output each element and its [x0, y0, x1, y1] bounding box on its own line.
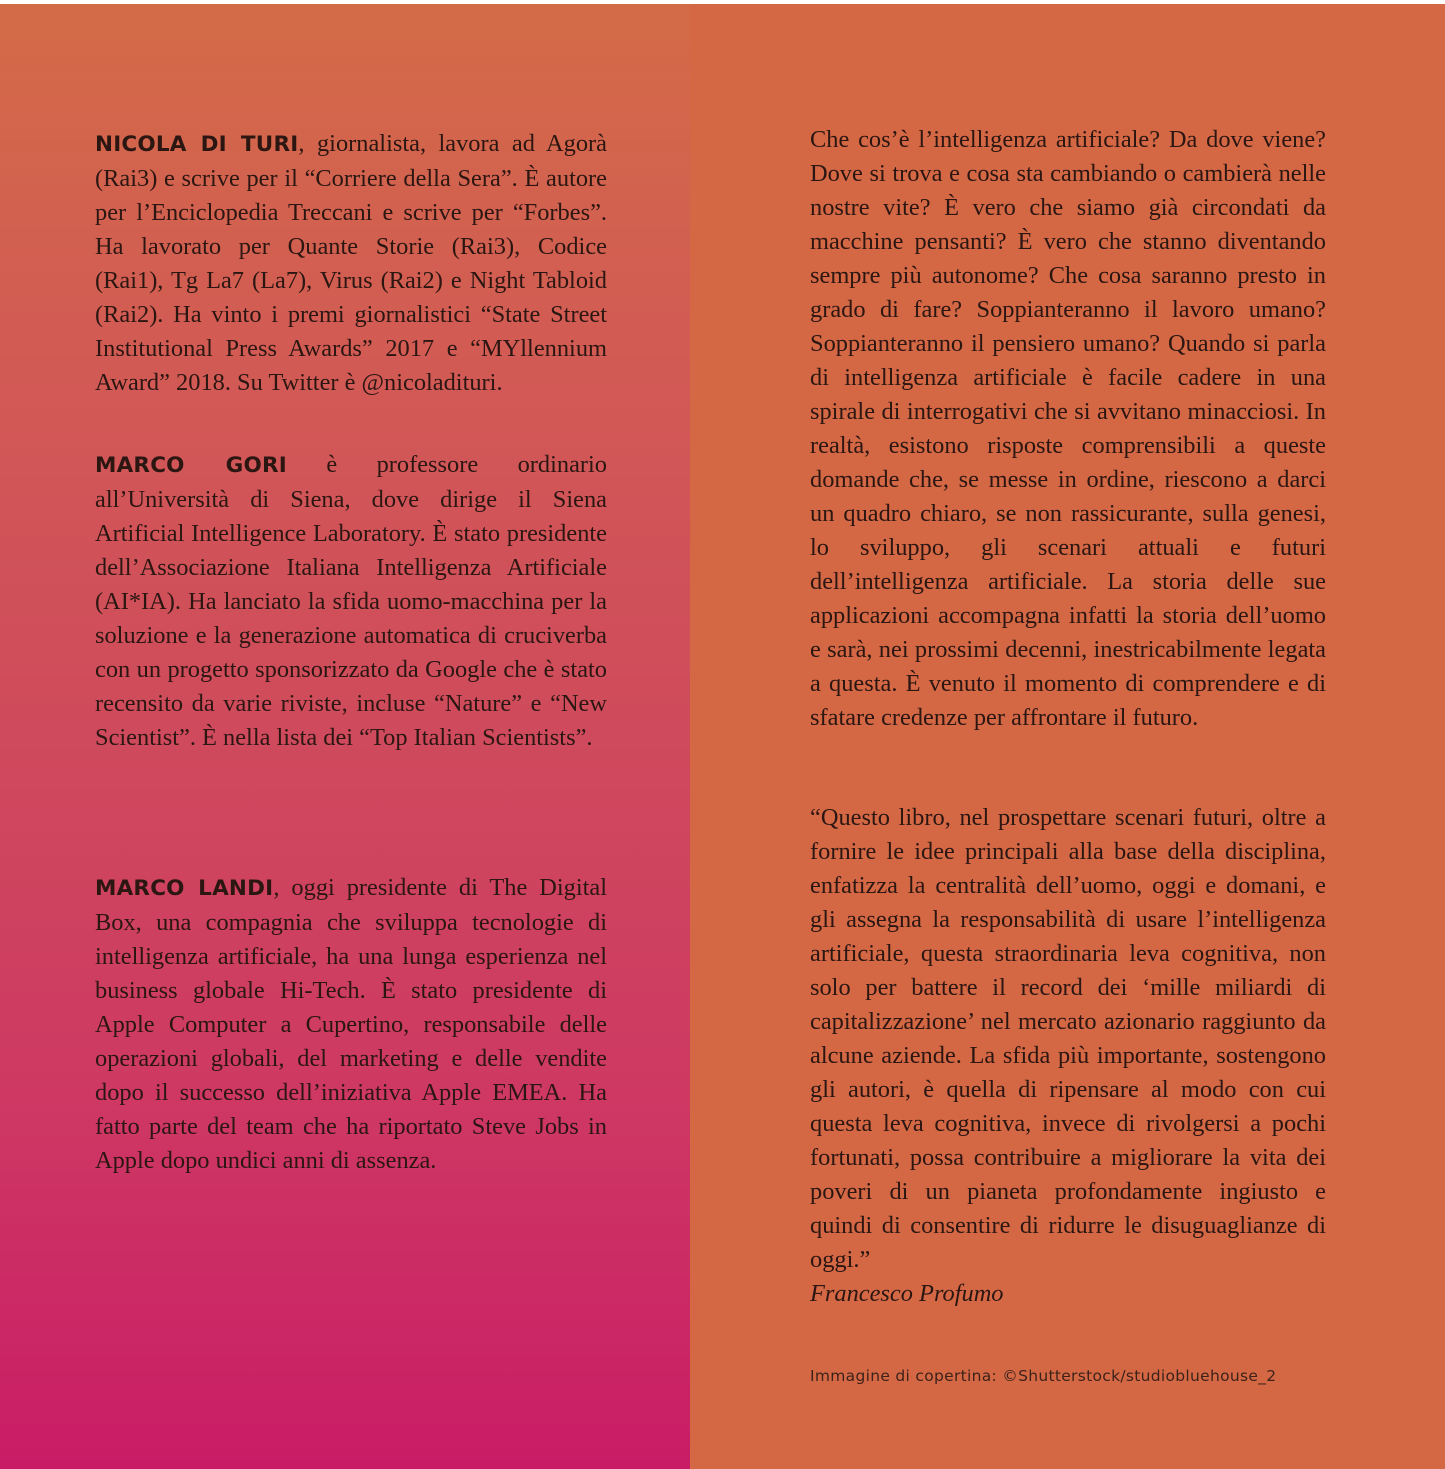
author-bio-nicola-di-turi	[95, 127, 607, 400]
author-bio-text: , giornalista, lavora ad Agorà (Rai3) e scrive per il “Corriere della Sera”. È autore per l’Enciclopedia Treccani e scrive per “Forbes”. Ha lavorato per Quante Storie (Rai3), Codice (Rai1), Tg La7 (La7), Virus (Rai2) e Night Tabloid (Rai2). Ha vinto i premi giornalistici “State Street Institutional Press Awards” 2017 e “MYllennium Award” 2018. Su Twitter è @nicoladituri.	[95, 130, 607, 396]
author-bio-marco-landi	[95, 871, 607, 1178]
quote-text: “Questo libro, nel prospettare scenari futuri, oltre a fornire le idee principali alla base della disciplina, enfatizza la centralità dell’uomo, oggi e domani, e gli assegna la responsabilità di usare l’intelligenza artificiale, questa straordinaria leva cognitiva, non solo per battere il record dei ‘mille miliardi di capitalizzazione’ nel mercato azionario raggiunto da alcune aziende. La sfida più importante, sostengono gli autori, è quella di ripensare al modo con cui questa leva cognitiva, invece di rivolgersi a pochi fortunati, possa contribuire a migliorare la vita dei poveri di un pianeta profondamente ingiusto e quindi di consentire di ridurre le disuguaglianze di oggi.”	[810, 804, 1326, 1273]
author-bio-marco-gori	[95, 448, 607, 755]
book-cover-spread	[0, 4, 1445, 1469]
author-name: MARCO LANDI	[95, 876, 274, 901]
back-cover-blurb	[690, 4, 1445, 1469]
cover-image-credit: Immagine di copertina: ©Shutterstock/studiobluehouse_2	[810, 1367, 1277, 1385]
book-description: Che cos’è l’intelligenza artificiale? Da dove viene? Dove si trova e cosa sta cambiando o cambierà nelle nostre vite? È vero che siamo già circondati da macchine pensanti? È vero che stanno diventando sempre più autonome? Che cosa saranno presto in grado di fare? Soppianteranno il lavoro umano? Soppianteranno il pensiero umano? Quando si parla di intelligenza artificiale è facile cadere in una spirale di interrogativi che si avvitano minacciosi. In realtà, esistono risposte comprensibili a queste domande che, se messe in ordine, riescono a darci un quadro chiaro, se non rassicurante, sulla genesi, lo sviluppo, gli scenari attuali e futuri dell’intelligenza artificiale. La storia delle sue applicazioni accompagna infatti la storia dell’uomo e sarà, nei prossimi decenni, inestricabilmente legata a questa. È venuto il momento di comprendere e di sfatare credenze per affrontare il futuro.	[810, 126, 1326, 731]
author-name: MARCO GORI	[95, 453, 287, 478]
author-bio-text: è professore ordinario all’Università di Siena, dove dirige il Siena Artificial Intelligence Laboratory. È stato presidente dell’Associazione Italiana Intelligenza Artificiale (AI*IA). Ha lanciato la sfida uomo-macchina per la soluzione e la generazione automatica di cruciverba con un progetto sponsorizzato da Google che è stato recensito da varie riviste, incluse “Nature” e “New Scientist”. È nella lista dei “Top Italian Scientists”.	[95, 451, 607, 751]
author-bio-text: , oggi presidente di The Digital Box, una compagnia che sviluppa tecnologie di intelligenza artificiale, ha una lunga esperienza nel business globale Hi-Tech. È stato presidente di Apple Computer a Cupertino, responsabile delle operazioni globali, del marketing e delle vendite dopo il successo dell’iniziativa Apple EMEA. Ha fatto parte del team che ha riportato Steve Jobs in Apple dopo undici anni di assenza.	[95, 874, 608, 1174]
quote-author: Francesco Profumo	[810, 1280, 1004, 1307]
back-flap-author-bios	[0, 4, 690, 1469]
endorsement-quote	[810, 801, 1326, 1311]
author-name: NICOLA DI TURI	[95, 132, 299, 157]
